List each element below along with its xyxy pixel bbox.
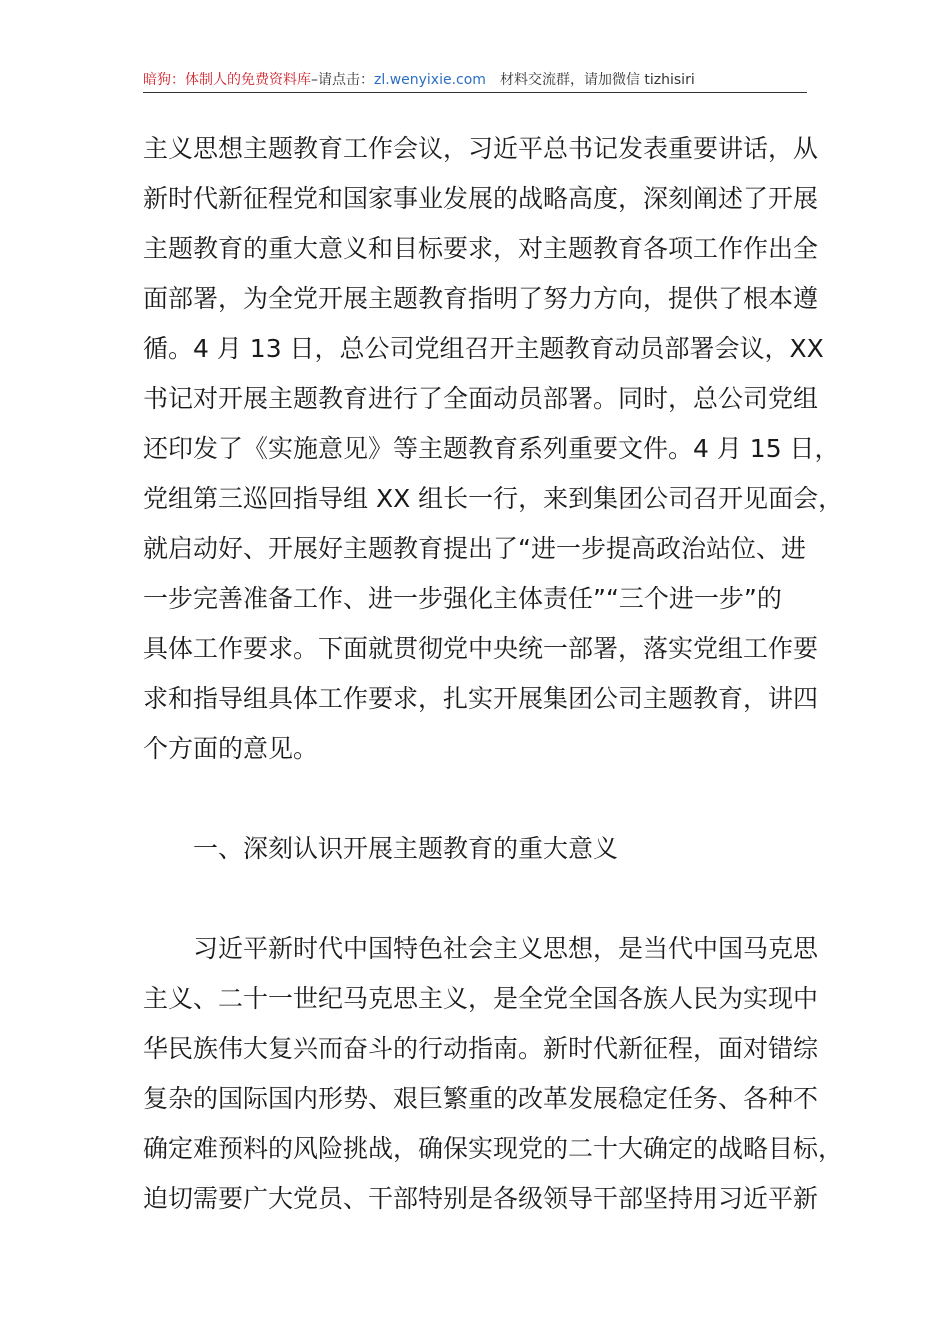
text-line: 习近平新时代中国特色社会主义思想，是当代中国马克思: [193, 934, 819, 963]
section-heading: 一、深刻认识开展主题教育的重大意义: [193, 834, 619, 863]
text-line: 华民族伟大复兴而奋斗的行动指南。新时代新征程，面对错综: [143, 1034, 819, 1063]
page-header: [143, 70, 807, 93]
text-line: 迫切需要广大党员、干部特别是各级领导干部坚持用习近平新: [143, 1184, 819, 1213]
header-url-link[interactable]: zl.wenyixie.com: [374, 72, 486, 88]
text-line: 主义思想主题教育工作会议，习近平总书记发表重要讲话，从: [143, 134, 819, 163]
text-line: 还印发了《实施意见》等主题教育系列重要文件。4 月 15 日，: [143, 434, 840, 463]
text-line: 个方面的意见。: [143, 734, 319, 763]
paragraph-1: [143, 124, 844, 774]
paragraph-gap: [143, 774, 807, 824]
text-line: 面部署，为全党开展主题教育指明了努力方向，提供了根本遵: [143, 284, 819, 313]
text-line: 具体工作要求。下面就贯彻党中央统一部署，落实党组工作要: [143, 634, 819, 663]
text-line: 一步完善准备工作、进一步强化主体责任”“三个进一步”的: [143, 584, 782, 613]
header-click-text: –请点击：: [311, 72, 374, 88]
text-line: 主题教育的重大意义和目标要求，对主题教育各项工作作出全: [143, 234, 819, 263]
header-brand: 暗狗：体制人的免费资料库: [143, 72, 311, 88]
text-line: 书记对开展主题教育进行了全面动员部署。同时，总公司党组: [143, 384, 819, 413]
text-line: 新时代新征程党和国家事业发展的战略高度，深刻阐述了开展: [143, 184, 819, 213]
text-line: 求和指导组具体工作要求，扎实开展集团公司主题教育，讲四: [143, 684, 819, 713]
text-line: 主义、二十一世纪马克思主义，是全党全国各族人民为实现中: [143, 984, 819, 1013]
paragraph-2: [143, 924, 844, 1224]
header-wechat-text: 材料交流群，请加微信 tizhisiri: [499, 72, 695, 88]
text-line: 就启动好、开展好主题教育提出了“进一步提高政治站位、进: [143, 534, 806, 563]
text-line: 确定难预料的风险挑战，确保实现党的二十大确定的战略目标，: [143, 1134, 844, 1163]
text-line: 循。4 月 13 日，总公司党组召开主题教育动员部署会议，XX: [143, 334, 824, 363]
text-line: 党组第三巡回指导组 XX 组长一行，来到集团公司召开见面会，: [143, 484, 844, 513]
text-line: 复杂的国际国内形势、艰巨繁重的改革发展稳定任务、各种不: [143, 1084, 819, 1113]
document-body: [143, 124, 844, 1224]
paragraph-gap: [143, 874, 807, 924]
